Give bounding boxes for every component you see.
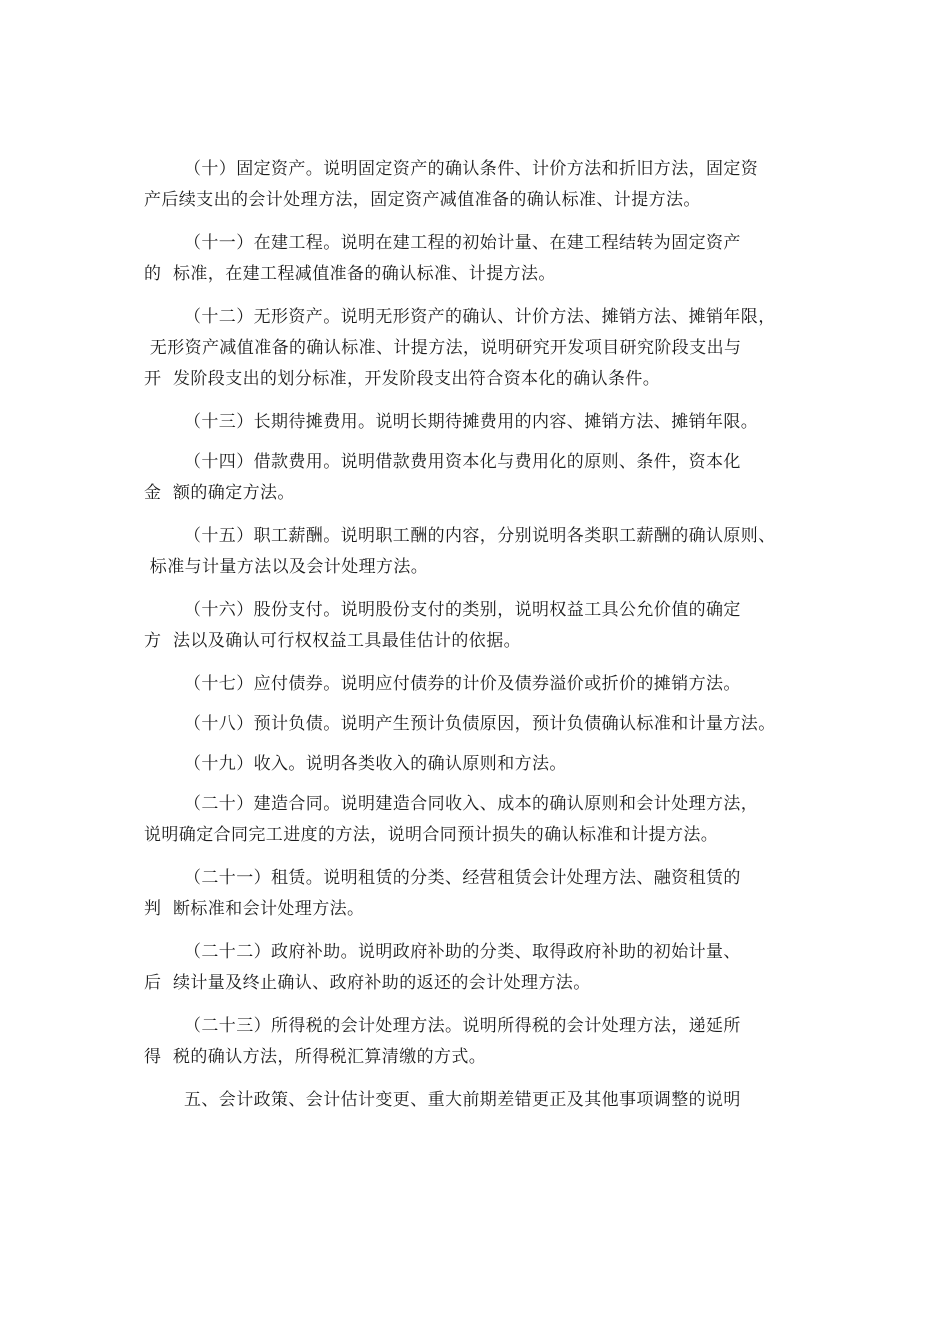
paragraph-long-term-prepaid [144, 407, 834, 438]
paragraph-line: （二十二）政府补助。说明政府补助的分类、取得政府补助的初始计量、 [184, 942, 741, 962]
paragraph-line: 五、会计政策、会计估计变更、重大前期差错更正及其他事项调整的说明 [184, 1090, 741, 1110]
section-heading-policy-changes [144, 1085, 834, 1116]
paragraph-line: （十七）应付债券。说明应付债券的计价及债券溢价或折价的摊销方法。 [184, 674, 741, 694]
paragraph-line: 方 法以及确认可行权权益工具最佳估计的依据。 [144, 631, 522, 651]
paragraph-line: （十五）职工薪酬。说明职工酬的内容，分别说明各类职工薪酬的确认原则、 [184, 526, 776, 546]
paragraph-line: （十）固定资产。说明固定资产的确认条件、计价方法和折旧方法，固定资 [184, 159, 759, 179]
paragraph-line: （二十）建造合同。说明建造合同收入、成本的确认原则和会计处理方法， [184, 794, 759, 814]
paragraph-line: （十三）长期待摊费用。说明长期待摊费用的内容、摊销方法、摊销年限。 [184, 412, 759, 432]
paragraph-line: 开 发阶段支出的划分标准，开发阶段支出符合资本化的确认条件。 [144, 369, 661, 389]
paragraph-bonds-payable [144, 669, 834, 700]
paragraph-line: （十四）借款费用。说明借款费用资本化与费用化的原则、条件，资本化 [184, 452, 741, 472]
paragraph-intangible-assets [144, 302, 834, 395]
paragraph-line: 后 续计量及终止确认、政府补助的返还的会计处理方法。 [144, 973, 591, 993]
paragraph-employee-compensation [144, 521, 834, 583]
paragraph-line: （十二）无形资产。说明无形资产的确认、计价方法、摊销方法、摊销年限， [184, 307, 776, 327]
paragraph-construction-in-progress [144, 228, 834, 290]
paragraph-fixed-assets [144, 154, 834, 216]
paragraph-line: （十八）预计负债。说明产生预计负债原因，预计负债确认标准和计量方法。 [184, 714, 776, 734]
paragraph-line: 得 税的确认方法，所得税汇算清缴的方式。 [144, 1047, 487, 1067]
paragraph-line: 无形资产减值准备的确认标准、计提方法，说明研究开发项目研究阶段支出与 [144, 338, 742, 358]
paragraph-line: （十六）股份支付。说明股份支付的类别，说明权益工具公允价值的确定 [184, 600, 741, 620]
document-body [144, 154, 834, 1125]
paragraph-provisions [144, 709, 834, 740]
paragraph-line: 的 标准，在建工程减值准备的确认标准、计提方法。 [144, 264, 556, 284]
paragraph-revenue [144, 749, 834, 780]
paragraph-line: （十一）在建工程。说明在建工程的初始计量、在建工程结转为固定资产 [184, 233, 741, 253]
paragraph-line: 说明确定合同完工进度的方法，说明合同预计损失的确认标准和计提方法。 [144, 825, 719, 845]
paragraph-line: 判 断标准和会计处理方法。 [144, 899, 365, 919]
paragraph-line: 标准与计量方法以及会计处理方法。 [144, 557, 429, 577]
paragraph-construction-contracts [144, 789, 834, 851]
paragraph-leases [144, 863, 834, 925]
paragraph-line: （二十三）所得税的会计处理方法。说明所得税的会计处理方法，递延所 [184, 1016, 741, 1036]
paragraph-line: （十九）收入。说明各类收入的确认原则和方法。 [184, 754, 567, 774]
paragraph-line: （二十一）租赁。说明租赁的分类、经营租赁会计处理方法、融资租赁的 [184, 868, 741, 888]
paragraph-borrowing-costs [144, 447, 834, 509]
paragraph-share-based-payment [144, 595, 834, 657]
paragraph-line: 产后续支出的会计处理方法，固定资产减值准备的确认标准、计提方法。 [144, 190, 701, 210]
paragraph-government-grants [144, 937, 834, 999]
paragraph-income-tax [144, 1011, 834, 1073]
paragraph-line: 金 额的确定方法。 [144, 483, 295, 503]
